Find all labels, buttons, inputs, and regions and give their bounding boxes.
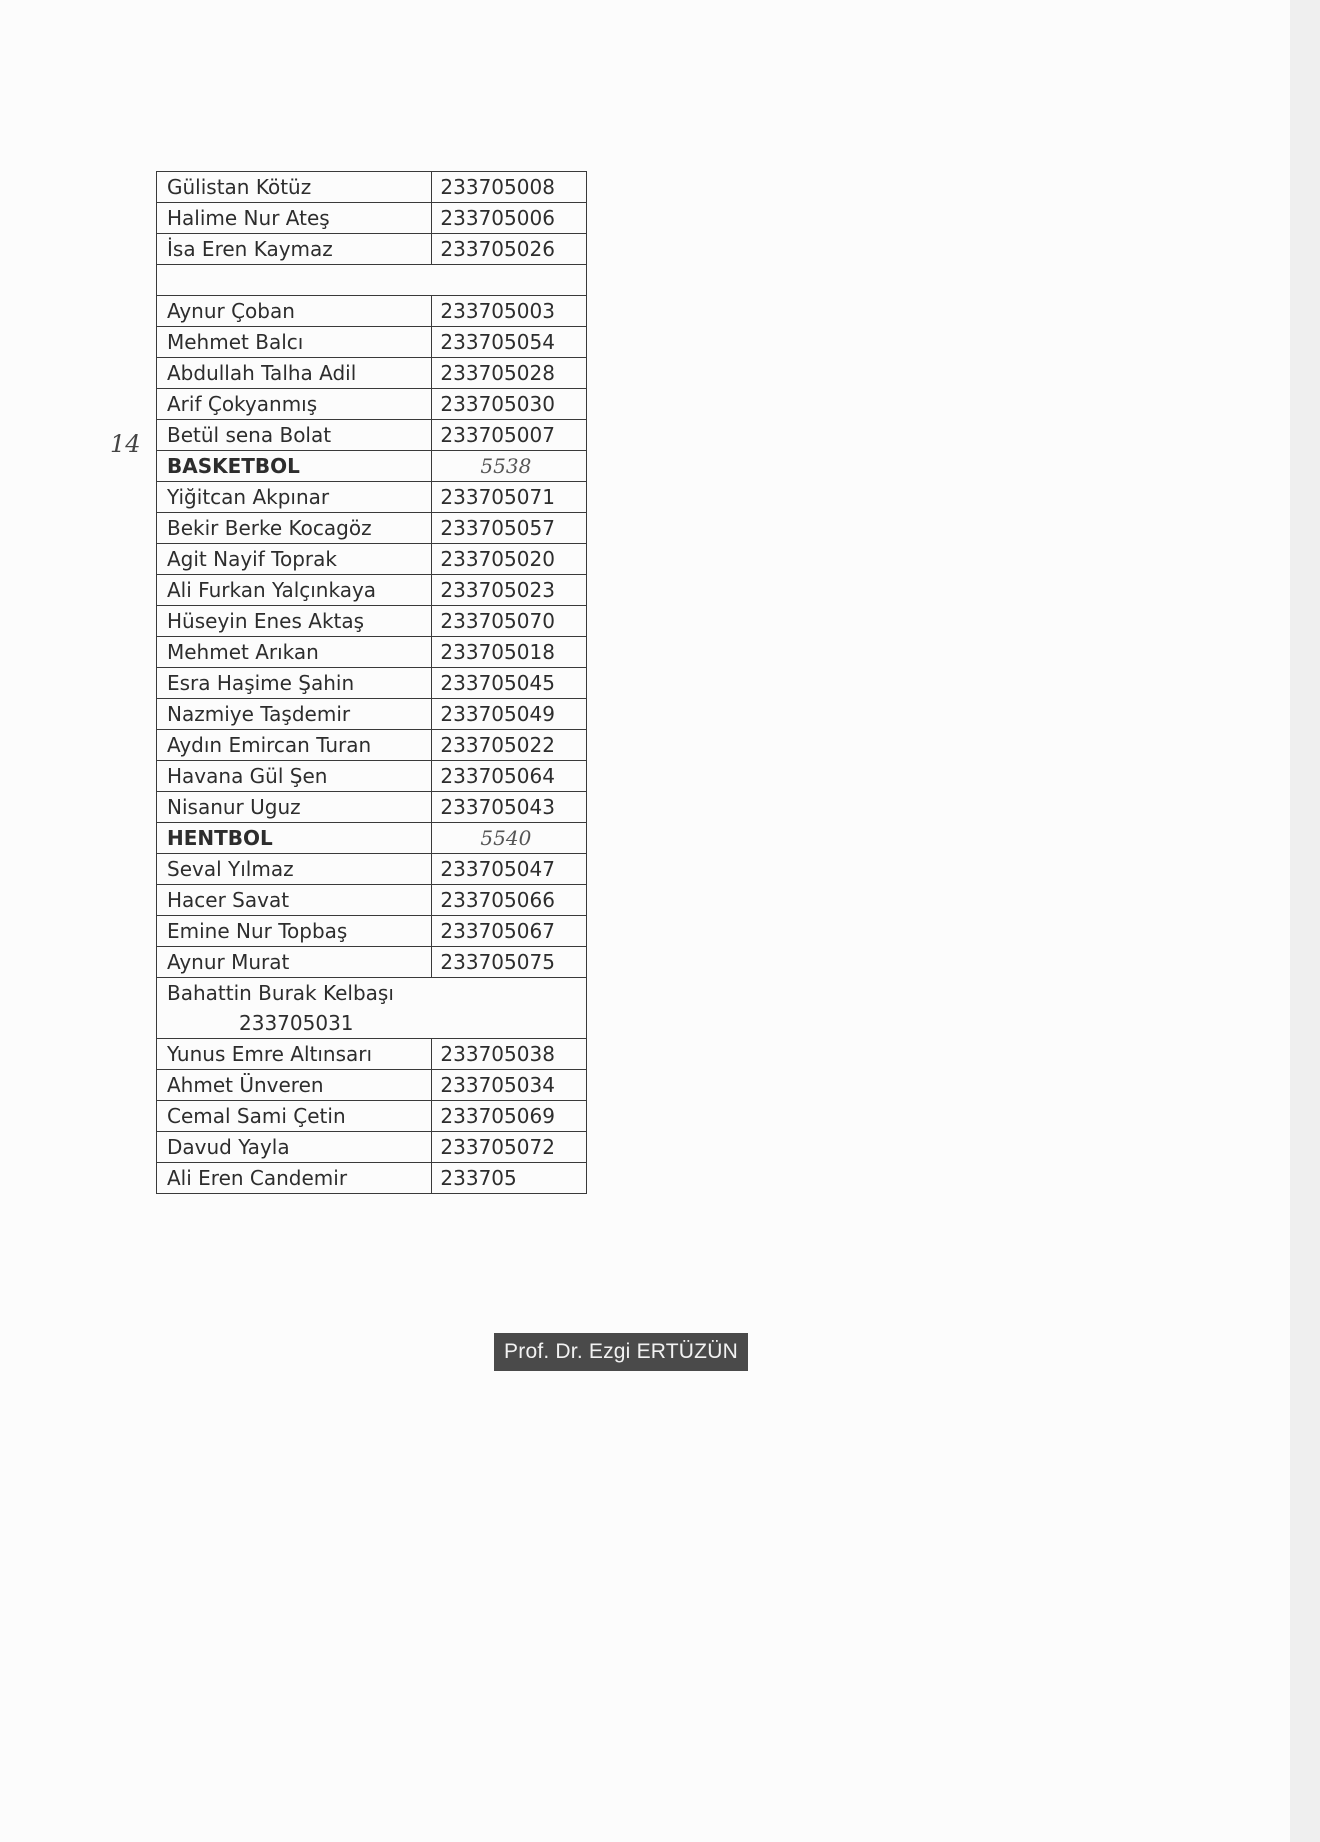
table-row: [157, 575, 587, 606]
table-row: [157, 513, 587, 544]
student-name: Davud Yayla: [157, 1132, 432, 1163]
student-name: Bahattin Burak Kelbaşı: [167, 981, 394, 1005]
student-name: Gülistan Kötüz: [157, 172, 432, 203]
student-name: Arif Çokyanmış: [157, 389, 432, 420]
section-title: BASKETBOL: [157, 451, 432, 482]
student-name: Esra Haşime Şahin: [157, 668, 432, 699]
table-row: [157, 668, 587, 699]
student-number: 233705067: [432, 916, 587, 947]
table-row: [157, 699, 587, 730]
table-row: [157, 761, 587, 792]
student-name: İsa Eren Kaymaz: [157, 234, 432, 265]
student-number: 233705045: [432, 668, 587, 699]
table-row: [157, 482, 587, 513]
student-number: 233705018: [432, 637, 587, 668]
student-name: Mehmet Balcı: [157, 327, 432, 358]
student-number: 233705070: [432, 606, 587, 637]
student-name: Betül sena Bolat: [157, 420, 432, 451]
section-header-row: [157, 823, 587, 854]
student-name: Nazmiye Taşdemir: [157, 699, 432, 730]
table-row: [157, 389, 587, 420]
student-name: Aynur Çoban: [157, 296, 432, 327]
table-row: [157, 203, 587, 234]
student-name: Ahmet Ünveren: [157, 1070, 432, 1101]
student-name: Agit Nayif Toprak: [157, 544, 432, 575]
student-number: 233705043: [432, 792, 587, 823]
student-name: Havana Gül Şen: [157, 761, 432, 792]
blank-cell: [157, 265, 587, 296]
student-name: Hacer Savat: [157, 885, 432, 916]
table-row: [157, 234, 587, 265]
student-number: 233705047: [432, 854, 587, 885]
table-row: [157, 296, 587, 327]
student-number: 233705028: [432, 358, 587, 389]
student-number: 233705006: [432, 203, 587, 234]
table-row: [157, 947, 587, 978]
table-row: [157, 978, 587, 1039]
student-number: 233705: [432, 1163, 587, 1194]
scan-edge: [1290, 0, 1320, 1842]
table-row: [157, 172, 587, 203]
student-name: Abdullah Talha Adil: [157, 358, 432, 389]
student-name: Bekir Berke Kocagöz: [157, 513, 432, 544]
table-row: [157, 854, 587, 885]
table-row: [157, 1039, 587, 1070]
student-number: 233705071: [432, 482, 587, 513]
table-row: [157, 792, 587, 823]
student-name: Cemal Sami Çetin: [157, 1101, 432, 1132]
section-count-cell: [432, 451, 587, 482]
student-number: 233705049: [432, 699, 587, 730]
student-name: Aydın Emircan Turan: [157, 730, 432, 761]
table-row: [157, 730, 587, 761]
student-name: Yunus Emre Altınsarı: [157, 1039, 432, 1070]
student-number: 233705064: [432, 761, 587, 792]
student-number: 233705020: [432, 544, 587, 575]
table-row: [157, 358, 587, 389]
student-number: 233705057: [432, 513, 587, 544]
table-row: [157, 916, 587, 947]
student-number: 233705026: [432, 234, 587, 265]
student-number: 233705030: [432, 389, 587, 420]
section-header-row: [157, 451, 587, 482]
student-name: Hüseyin Enes Aktaş: [157, 606, 432, 637]
table-row: [157, 327, 587, 358]
student-number: 233705038: [432, 1039, 587, 1070]
student-number: 233705023: [432, 575, 587, 606]
section-title: HENTBOL: [157, 823, 432, 854]
table-row: [157, 420, 587, 451]
wrapped-entry-cell: [157, 978, 587, 1039]
student-name: Aynur Murat: [157, 947, 432, 978]
student-number: 233705072: [432, 1132, 587, 1163]
student-name: Nisanur Uguz: [157, 792, 432, 823]
handwritten-section-count: 5540: [480, 826, 532, 850]
student-number: 233705054: [432, 327, 587, 358]
handwritten-section-count: 5538: [480, 454, 532, 478]
table-row: [157, 544, 587, 575]
table-row: [157, 885, 587, 916]
student-name: Yiğitcan Akpınar: [157, 482, 432, 513]
table-row: [157, 637, 587, 668]
student-name: Halime Nur Ateş: [157, 203, 432, 234]
student-name: Ali Furkan Yalçınkaya: [157, 575, 432, 606]
student-name: Seval Yılmaz: [157, 854, 432, 885]
student-number: 233705066: [432, 885, 587, 916]
table-row: [157, 1132, 587, 1163]
handwritten-margin-note: 14: [110, 430, 141, 458]
table-row: [157, 606, 587, 637]
student-number: 233705034: [432, 1070, 587, 1101]
student-name: Mehmet Arıkan: [157, 637, 432, 668]
table-row: [157, 1163, 587, 1194]
student-name: Emine Nur Topbaş: [157, 916, 432, 947]
student-number: 233705008: [432, 172, 587, 203]
student-name: Ali Eren Candemir: [157, 1163, 432, 1194]
student-roster-table: [156, 171, 587, 1194]
student-number: 233705069: [432, 1101, 587, 1132]
table-row: [157, 1070, 587, 1101]
student-number: 233705003: [432, 296, 587, 327]
section-count-cell: [432, 823, 587, 854]
student-number: 233705031: [239, 1011, 354, 1035]
student-number: 233705022: [432, 730, 587, 761]
blank-row: [157, 265, 587, 296]
student-number: 233705075: [432, 947, 587, 978]
signature-stamp: Prof. Dr. Ezgi ERTÜZÜN: [494, 1333, 748, 1371]
table-row: [157, 1101, 587, 1132]
student-number: 233705007: [432, 420, 587, 451]
